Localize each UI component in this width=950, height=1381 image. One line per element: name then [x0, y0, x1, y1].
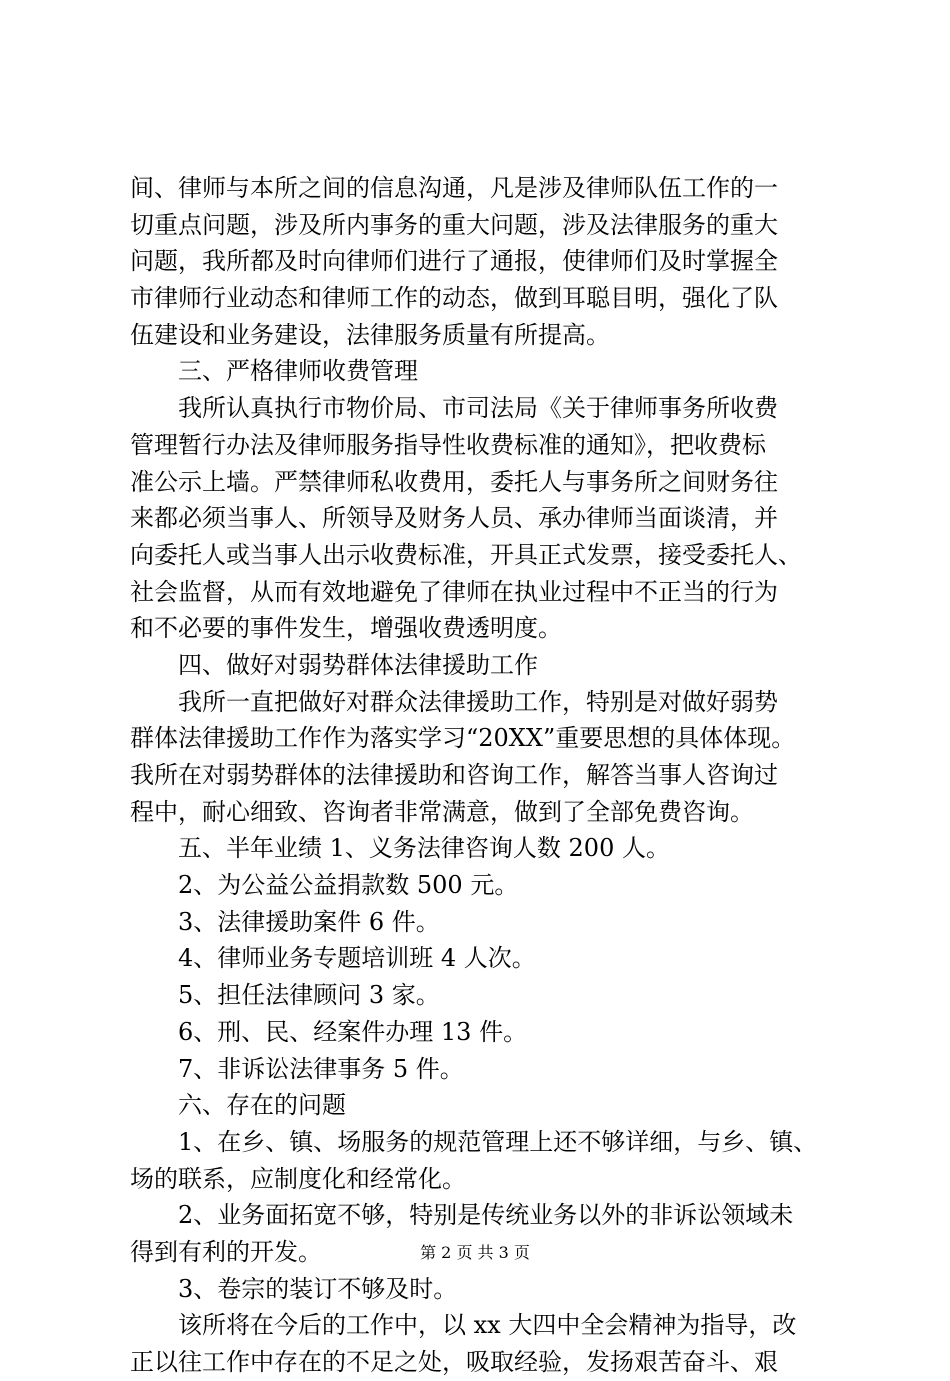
text-line: 和不必要的事件发生，增强收费透明度。 — [130, 614, 562, 643]
list-item: 3、法律援助案件 6 件。 — [178, 907, 440, 936]
section-heading: 六、存在的问题 — [178, 1091, 346, 1120]
text-line: 社会监督，从而有效地避免了律师在执业过程中不正当的行为 — [130, 577, 778, 606]
text-line: 切重点问题，涉及所内事务的重大问题，涉及法律服务的重大 — [130, 210, 778, 239]
list-item: 7、非诉讼法律事务 5 件。 — [178, 1054, 464, 1083]
text-line: 伍建设和业务建设，法律服务质量有所提高。 — [130, 320, 610, 349]
text-line: 准公示上墙。严禁律师私收费用，委托人与事务所之间财务往 — [130, 467, 778, 496]
list-item: 2、为公益公益捐款数 500 元。 — [178, 871, 519, 900]
document-body — [130, 170, 830, 1381]
text-line: 程中，耐心细致、咨询者非常满意，做到了全部免费咨询。 — [130, 797, 754, 826]
text-line: 来都必须当事人、所领导及财务人员、承办律师当面谈清，并 — [130, 504, 778, 533]
list-item: 2、业务面拓宽不够，特别是传统业务以外的非诉讼领域未 — [178, 1201, 794, 1230]
text-line: 我所在对弱势群体的法律援助和咨询工作，解答当事人咨询过 — [130, 761, 778, 789]
text-line: 我所认真执行市物价局、市司法局《关于律师事务所收费 — [178, 394, 778, 423]
list-item: 4、律师业务专题培训班 4 人次。 — [178, 944, 536, 973]
text-line: 得到有利的开发。 — [130, 1237, 322, 1266]
text-line: 该所将在今后的工作中，以 xx 大四中全会精神为指导，改 — [178, 1311, 797, 1340]
text-line: 群体法律援助工作作为落实学习“20XX”重要思想的具体体现。 — [130, 724, 796, 753]
section-heading: 三、严格律师收费管理 — [178, 357, 418, 386]
list-item: 5、担任法律顾问 3 家。 — [178, 981, 440, 1010]
list-item: 1、在乡、镇、场服务的规范管理上还不够详细，与乡、镇、 — [178, 1127, 818, 1156]
section-heading: 五、半年业绩 1、义务法律咨询人数 200 人。 — [178, 834, 670, 863]
text-line: 市律师行业动态和律师工作的动态，做到耳聪目明，强化了队 — [130, 284, 778, 313]
text-line: 间、律师与本所之间的信息沟通，凡是涉及律师队伍工作的一 — [130, 174, 778, 202]
text-line: 向委托人或当事人出示收费标准，开具正式发票，接受委托人、 — [130, 540, 802, 569]
text-line: 我所一直把做好对群众法律援助工作，特别是对做好弱势 — [178, 687, 778, 716]
page-number-footer: 第 2 页 共 3 页 — [420, 1243, 530, 1262]
section-heading: 四、做好对弱势群体法律援助工作 — [178, 650, 538, 679]
text-line: 管理暂行办法及律师服务指导性收费标准的通知》，把收费标 — [130, 430, 766, 459]
list-item: 6、刑、民、经案件办理 13 件。 — [178, 1017, 528, 1046]
list-item: 3、卷宗的装订不够及时。 — [178, 1274, 458, 1303]
text-line: 正以往工作中存在的不足之处，吸取经验，发扬艰苦奋斗、艰 — [130, 1348, 778, 1376]
text-line: 场的联系，应制度化和经常化。 — [130, 1164, 466, 1193]
text-line: 问题，我所都及时向律师们进行了通报，使律师们及时掌握全 — [130, 247, 778, 276]
